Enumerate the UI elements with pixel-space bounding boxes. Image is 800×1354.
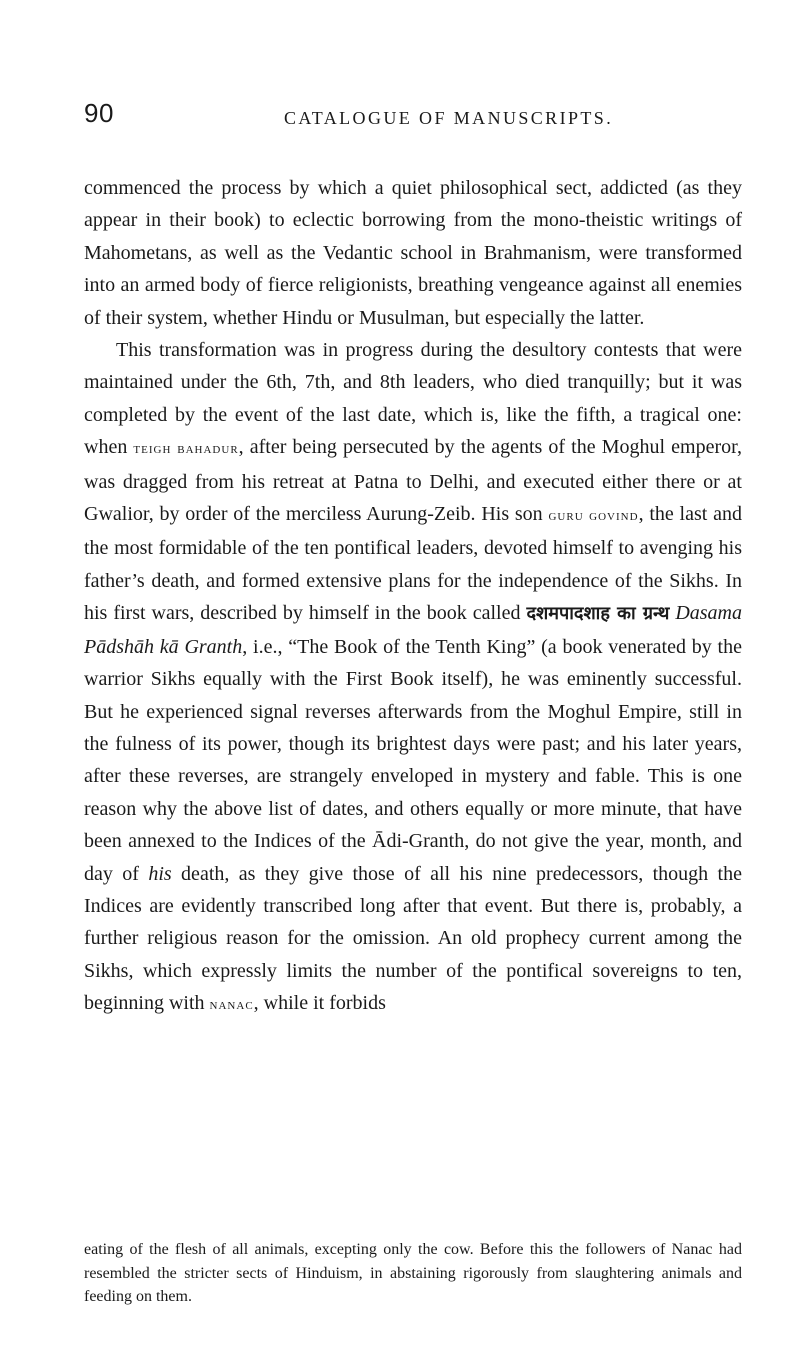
name-nanac: nanac [209, 997, 254, 1014]
paragraph-text: , i.e., “The Book of the Tenth King” (a book venerated by the warrior Sikhs equally with the First Book itself), he was eminently successful. But he experienced signal reverses afterwards from the Moghul Empire, still in the fulness of its power, though its brightest days were past; and his later years, after these reverses, are strangely enveloped in mystery and fable. This is one reason why the above list of dates, and others equally or more minute, that have been annexed to the Indices of the Ādi-Granth, do not give the year, month, and day of [84, 635, 742, 885]
paragraph-text: , the last and the most formidable of the ten pontifical leaders, devoted himself to avenging his father’s death, and formed extensive plans for the independence of the Sikhs. In his first wars, described by himself in the book called [84, 503, 742, 625]
paragraph-continued: commenced the process by which a quiet philosophical sect, addicted (as they appear in their book) to eclectic borrowing from the mono-theistic writings of Mahometans, as well as the Vedantic school in Brahmanism, were transformed into an armed body of fierce religionists, breathing vengeance against all enemies of their system, whether Hindu or Musulman, but especially the latter. [84, 177, 742, 329]
paragraph-text: , while it forbids [253, 992, 386, 1015]
name-teigh-bahadur: teigh bahadur [133, 441, 239, 458]
name-guru-govind: guru govind [548, 508, 639, 525]
emphasis-his: his [148, 862, 172, 885]
running-head: CATALOGUE OF MANUSCRIPTS. [284, 108, 614, 128]
paragraph-text: This transformation was in progress during the desultory contests that were maintained under the 6th, 7th, and 8th leaders, who died tranquilly; but it was completed by the event of the last date, which is, like the fifth, a tragical one: when [84, 339, 742, 459]
page-header [84, 98, 744, 132]
paragraph-text: , after being persecuted by the agents of the Moghul emperor, was dragged from his retreat at Patna to Delhi, and executed either there or at Gwalior, by order of the merciless Aurung-Zeib. His son [84, 436, 742, 526]
page-number: 90 [84, 98, 114, 128]
book-title-transliteration: Dasama Pādshāh kā Granth [84, 602, 742, 658]
paragraph-text: death, as they give those of all his nine predecessors, though the Indices are evidently transcribed long after that event. But there is, probably, a further religious reason for the omission. An old prophecy current among the Sikhs, which expressly limits the number of the pontifical sovereigns to ten, beginning with [84, 862, 742, 1015]
paragraph-transformation [84, 334, 742, 1022]
footnote: eating of the flesh of all animals, excepting only the cow. Before this the followers of Nanac had resembled the stricter sects of Hinduism, in abstaining rigorously from slaughtering animals and feeding on them. [84, 1241, 742, 1305]
devanagari-book-title: दशमपादशाह का ग्रन्थ [526, 603, 670, 625]
body-text [84, 172, 742, 1022]
